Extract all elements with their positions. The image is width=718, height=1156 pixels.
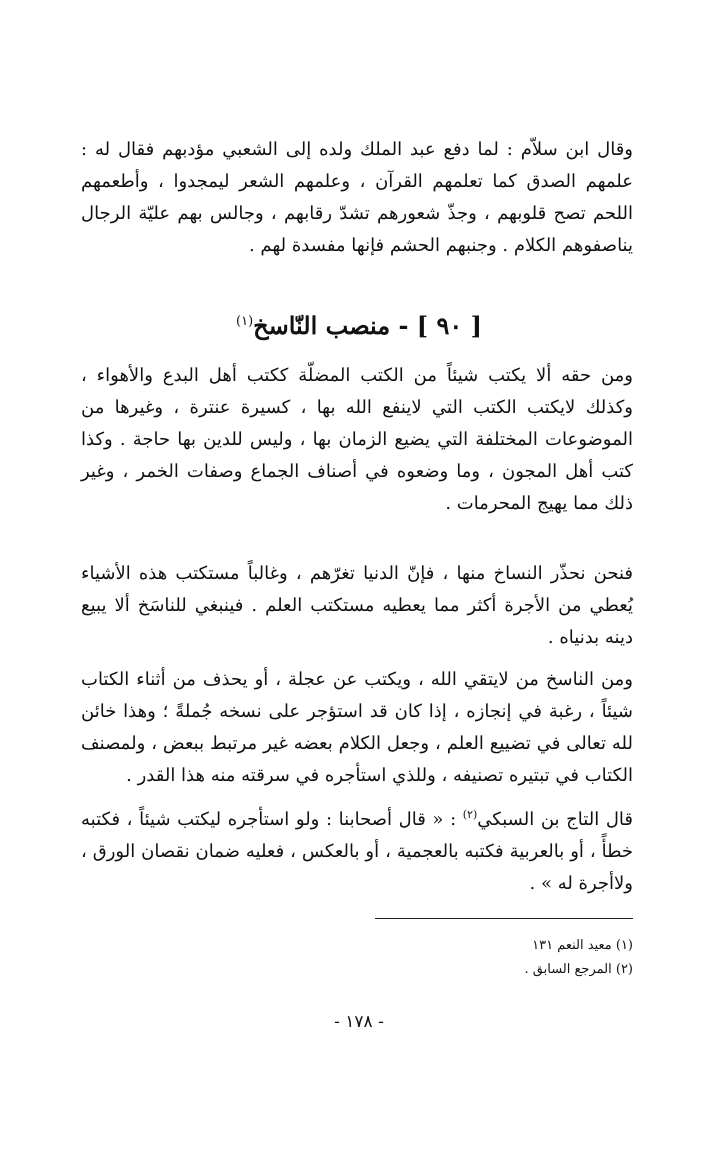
footnotes (233, 934, 633, 982)
section-heading-text: [ ٩٠ ] - منصب النّاسخ (253, 311, 482, 340)
body-paragraph-2 (81, 558, 633, 654)
intro-paragraph-text: وقال ابن سلاّم : لما دفع عبد الملك ولده إلى الشعبي مؤدبهم فقال له : علمهم الصدق كما تعلمهم القرآن ، وعلمهم الشعر ليمجدوا ، وأطعمهم اللحم تصح قلوبهم ، وجذّ شعورهم تشدّ رقابهم ، وجالس بهم عليّة الرجال يناصفوهم الكلام . وجنبهم الحشم فإنها مفسدة لهم . (81, 139, 633, 256)
quote-intro: قال التاج بن السبكي (477, 809, 633, 830)
footnote-1: (١) معيد النعم ١٣١ (532, 938, 633, 953)
body-paragraph-4 (81, 804, 633, 900)
footnote-2: (٢) المرجع السابق . (524, 962, 633, 977)
body-paragraph-3 (81, 664, 633, 792)
page-number: - ١٧٨ - (334, 1012, 384, 1032)
section-heading (0, 302, 718, 346)
body-paragraph-2-text: فنحن نحذّر النساخ منها ، فإنّ الدنيا تغرّهم ، وغالباً مستكتب هذه الأشياء يُعطي من الأجرة أكثر مما يعطيه مستكتب العلم . فينبغي للناسَخ ألا يبيع دينه بدنياه . (81, 563, 633, 648)
footnote-divider (375, 918, 633, 919)
body-paragraph-3-text: ومن الناسخ من لايتقي الله ، ويكتب عن عجلة ، أو يحذف من أثناء الكتاب شيئاً ، رغبة في إنجازه ، إذا كان قد استؤجر على نسخه جُملةً ؛ وهذا خائن لله تعالى في تضييع العلم ، وجعل الكلام بعضه غير مرتبط ببعض ، ولمصنف الكتاب في تبتيره تصنيفه ، وللذي استأجره في سرقته منه هذا القدر . (81, 669, 633, 786)
body-paragraph-1 (81, 360, 633, 520)
quote-footnote-ref: (٢) (462, 808, 478, 821)
body-paragraph-1-text: ومن حقه ألا يكتب شيئاً من الكتب المضلّة ككتب أهل البدع والأهواء ، وكذلك لايكتب الكتب التي لاينفع الله بها ، كسيرة عنترة ، وغيرها من الموضوعات المختلفة التي يضيع الزمان بها ، وليس للدين بها حاجة . وكذا كتب أهل المجون ، وما وضعوه في أصناف الجماع وصفات الخمر ، وغير ذلك مما يهيج المحرمات . (81, 365, 633, 514)
quote-body: : « قال أصحابنا : ولو استأجره ليكتب شيئاً ، فكتبه خطأً ، أو بالعربية فكتبه بالعجمية ، أو بالعكس ، فعليه ضمان نقصان الورق ، ولاأجرة له » . (81, 809, 633, 894)
body-paragraph-4-text (81, 804, 633, 900)
section-heading-footnote-ref: (١) (236, 314, 254, 329)
intro-paragraph (81, 134, 633, 262)
